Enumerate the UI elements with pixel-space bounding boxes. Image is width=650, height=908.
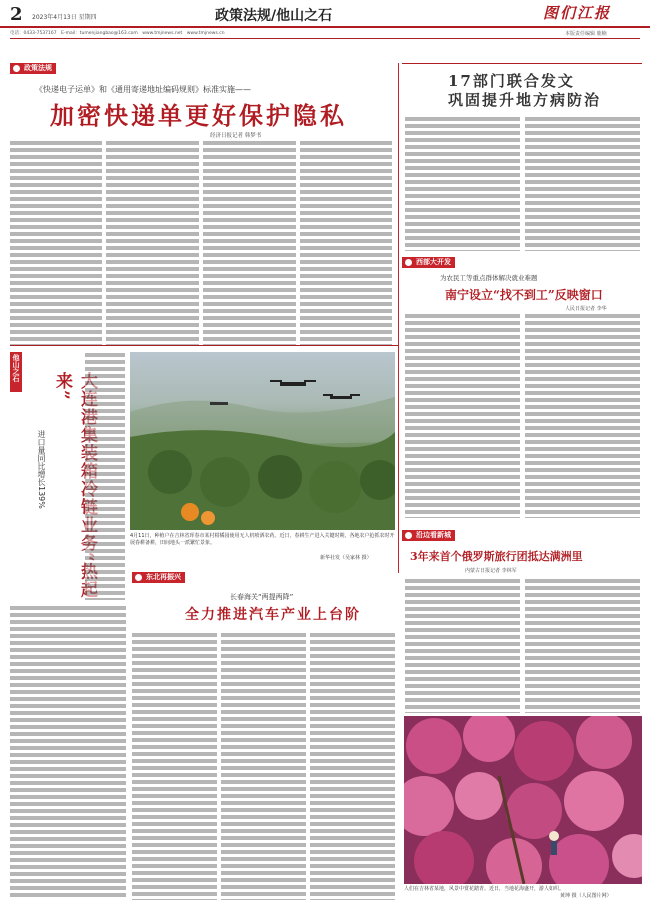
- west-byline: 人民日报记者 李华: [565, 306, 607, 312]
- photo2-caption: 人们在吉林省某地，风景中赏花踏青。近日，当地花海盛开，游人如织。: [404, 886, 565, 892]
- column-divider: [398, 63, 399, 573]
- side-body-a: [85, 352, 125, 600]
- side-story-rule: [10, 345, 398, 346]
- border-byline: 内蒙古日报记者 李林军: [465, 568, 517, 574]
- top-right-rule: [402, 63, 642, 64]
- border-body-col1: [405, 578, 520, 713]
- northeast-body-col2: [221, 632, 306, 900]
- northeast-body-col3: [310, 632, 395, 900]
- photo1-credit: 新华社发（吴家林 摄）: [320, 555, 372, 561]
- masthead-subrule: [10, 38, 640, 39]
- story-body-col1: [10, 140, 102, 345]
- photo1-caption: 4月11日，种植户在吉林省珲春市某村柑橘园使用无人机喷洒农药。近日，春耕生产进入关键时期，各地农户抢抓农时开展春耕备耕，田间地头一派繁忙景象。: [130, 533, 395, 546]
- story-headline: 加密快递单更好保护隐私: [50, 101, 347, 130]
- top-right-headline-1: 17部门联合发文: [448, 72, 575, 90]
- side-subhead: 进口量同比增长139%: [37, 430, 46, 509]
- masthead-rule: [0, 26, 650, 28]
- photo-drone-orchard-art: [130, 352, 395, 530]
- border-headline: 3年来首个俄罗斯旅行团抵达满洲里: [410, 550, 583, 563]
- story-byline: 经济日报记者 韩梦书: [210, 133, 262, 139]
- side-headline: 来”: [52, 372, 72, 401]
- top-right-body-col2: [525, 116, 640, 251]
- newspaper-logo: 图们江报: [543, 4, 612, 22]
- issue-date: 2023年4月13日 星期四: [32, 14, 97, 21]
- story-body-col2: [106, 140, 199, 345]
- section-label-west: 西部大开发: [402, 257, 455, 268]
- contact-line: 电话：0433-7537167 E-mail：tumenjiangbao@163.com www.tmjnews.net www.tmjnews.cn: [10, 31, 225, 36]
- photo-flowers-art: [404, 716, 642, 884]
- section-label-northeast: 东北再振兴: [132, 572, 185, 583]
- story-body-col4: [300, 140, 392, 345]
- west-body-col2: [525, 313, 640, 518]
- section-label-border: 沿边看新城: [402, 530, 455, 541]
- top-right-body-col1: [405, 116, 520, 251]
- story-kicker: 《快递电子运单》和《通用寄递地址编码规则》标准实施——: [35, 85, 251, 94]
- section-label-policy: 政策法规: [10, 63, 56, 74]
- west-headline: 南宁设立“找不到工”反映窗口: [445, 288, 603, 302]
- northeast-body-col1: [132, 632, 217, 900]
- page-number: 2: [10, 4, 23, 25]
- photo2-credit: 黄坤 摄（人民图片网）: [560, 893, 612, 899]
- photo-flowers: [404, 716, 642, 884]
- northeast-headline: 全力推进汽车产业上台阶: [185, 607, 361, 623]
- story-body-col3: [203, 140, 296, 345]
- side-body-b: [10, 605, 126, 898]
- west-body-col1: [405, 313, 520, 518]
- border-body-col2: [525, 578, 640, 713]
- section-title: 政策法规/他山之石: [215, 8, 333, 24]
- editor-line: 本版责任编辑 鹿楠: [565, 31, 607, 37]
- photo-drone-orchard: [130, 352, 395, 530]
- northeast-kicker: 长春海关“两提两降”: [230, 593, 294, 601]
- west-kicker: 为农民工等重点群体解决就业难题: [440, 274, 538, 282]
- side-label: 他山之石: [12, 354, 20, 382]
- top-right-headline-2: 巩固提升地方病防治: [448, 91, 602, 109]
